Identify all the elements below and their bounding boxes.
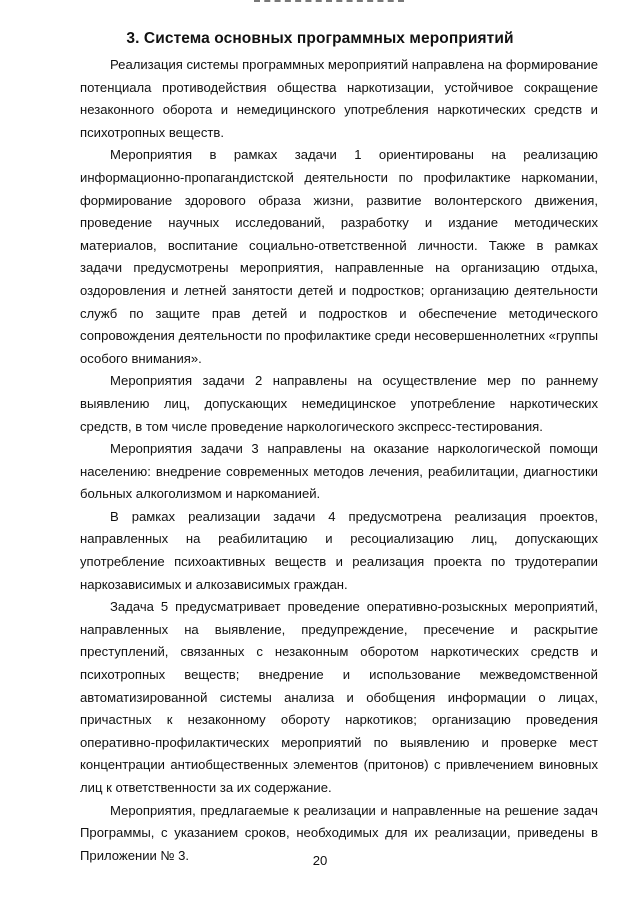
- paragraph-appendix-reference: Мероприятия, предлагаемые к реализации и направленные на решение задач Программы, с указанием сроков, необходимых для их реализации, приведены в Приложении № 3.: [80, 802, 598, 863]
- paragraph-intro: Реализация системы программных мероприятий направлена на формирование потенциала противодействия общества наркотизации, устойчивое сокращение незаконного оборота и немедицинского употребления наркотических средств и психотропных веществ.: [80, 57, 598, 140]
- paragraph-task-5: Задача 5 предусматривает проведение оперативно-розыскных мероприятий, направленных на выявление, предупреждение, пресечение и раскрытие преступлений, связанных с незаконным оборотом наркотических средств и психотропных веществ; внедрение и использование межведомственной автоматизированной системы анализа и обобщения информации о лицах, причастных к незаконному обороту наркотиков; организацию проведения оперативно-профилактических мероприятий по выявлению и проверке мест концентрации антиобщественных элементов (притонов) с привлечением виновных лиц к ответственности за их содержание.: [80, 599, 598, 795]
- paragraph-task-4: В рамках реализации задачи 4 предусмотрена реализация проектов, направленных на реабилитацию и ресоциализацию лиц, допускающих употребление психоактивных веществ и реализация проекта по трудотерапии наркозависимых и алкозависимых граждан.: [80, 508, 598, 592]
- scan-artifact: [254, 0, 404, 6]
- paragraph-task-1: Мероприятия в рамках задачи 1 ориентированы на реализацию информационно-пропагандистской деятельности по профилактике наркомании, формирование здорового образа жизни, развитие волонтерского движения, проведение научных исследований, разработку и издание методических материалов, воспитание социально-ответственной личности. Также в рамках задачи предусмотрены мероприятия, направленные на организацию отдыха, оздоровления и летней занятости детей и подростков; организацию деятельности служб по защите прав детей и подростков и обеспечение методического сопровождения деятельности по профилактике среди несовершеннолетних «группы особого внимания».: [80, 147, 598, 366]
- paragraph-task-3: Мероприятия задачи 3 направлены на оказание наркологической помощи населению: внедрение современных методов лечения, реабилитации, диагностики больных алкоголизмом и наркоманией.: [80, 441, 598, 502]
- paragraph-task-2: Мероприятия задачи 2 направлены на осуществление мер по раннему выявлению лиц, допускающих немедицинское употребление наркотических средств, в том числе проведение наркологического экспресс-тестирования.: [80, 373, 598, 434]
- document-body: [80, 54, 598, 867]
- page-number: 20: [312, 853, 328, 868]
- section-heading: 3. Система основных программных мероприятий: [126, 30, 514, 47]
